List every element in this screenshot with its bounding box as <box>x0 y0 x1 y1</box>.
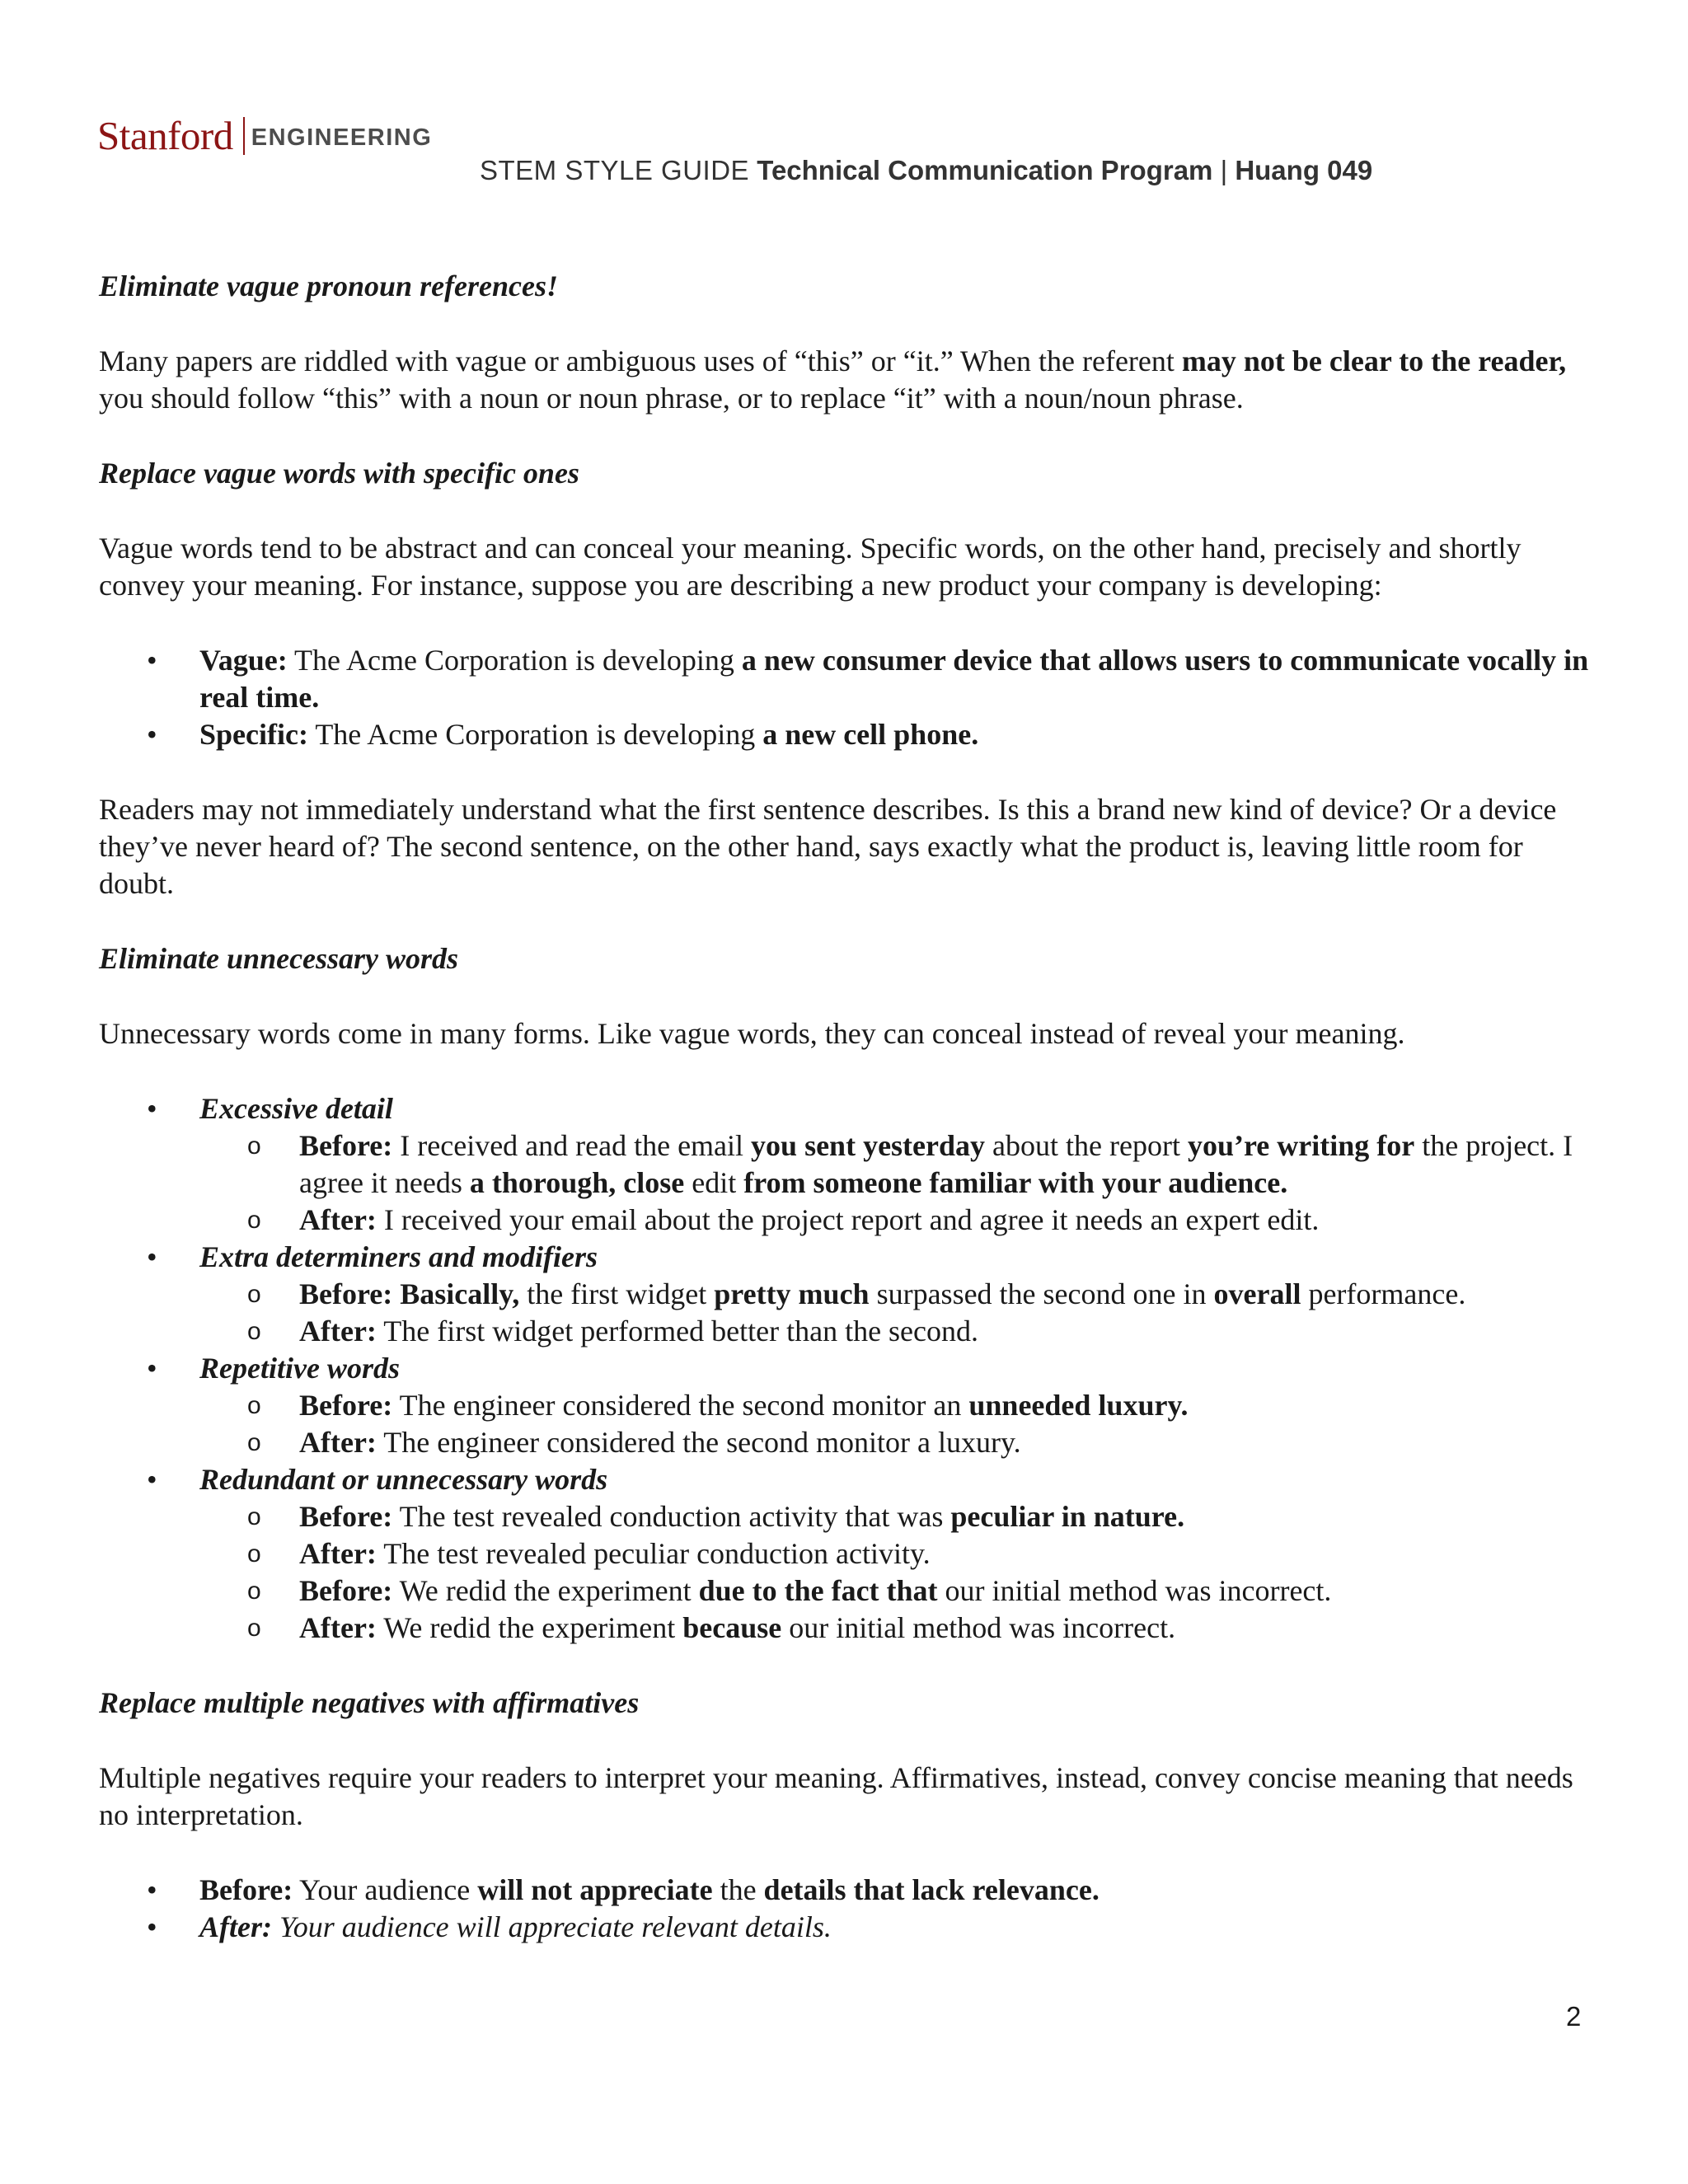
section-heading: Eliminate vague pronoun references! <box>99 269 559 302</box>
text: about the report <box>985 1129 1188 1162</box>
text: The test revealed conduction activity that was <box>392 1500 951 1533</box>
list-item <box>99 1909 1599 1946</box>
sub-list-item <box>199 1202 1599 1239</box>
subheading: Redundant or unnecessary words <box>199 1463 608 1496</box>
text: The first widget performed better than the second. <box>376 1315 979 1347</box>
paragraph: Unnecessary words come in many forms. Like vague words, they can conceal instead of reveal your meaning. <box>99 1017 1405 1050</box>
label: Before: Basically, <box>299 1277 520 1310</box>
text: We redid the experiment <box>392 1574 699 1607</box>
label: After: <box>299 1315 377 1347</box>
emphasis: a new consumer device that allows users to communicate vocally in real time. <box>199 644 1589 714</box>
text: The engineer considered the second monitor an <box>392 1389 969 1422</box>
sub-list-item <box>199 1610 1599 1647</box>
label: Before: <box>299 1500 393 1533</box>
logo-divider <box>243 117 245 155</box>
page-content <box>99 268 1599 1984</box>
sub-list <box>199 1276 1599 1350</box>
emphasis: details that lack relevance. <box>763 1873 1100 1906</box>
sub-list-item <box>199 1127 1599 1202</box>
guide-title: STEM STYLE GUIDE <box>480 155 750 185</box>
emphasis: overall <box>1213 1277 1301 1310</box>
emphasis: unneeded luxury. <box>968 1389 1189 1422</box>
subheading: Excessive detail <box>199 1092 393 1125</box>
course-code: Huang 049 <box>1235 155 1373 185</box>
text: The test revealed peculiar conduction activity. <box>376 1537 931 1570</box>
text: our initial method was incorrect. <box>937 1574 1332 1607</box>
label: After: <box>299 1203 377 1236</box>
emphasis: due to the fact that <box>698 1574 938 1607</box>
example-list <box>99 642 1599 753</box>
list-item <box>99 1090 1599 1239</box>
subheading: Extra determiners and modifiers <box>199 1240 598 1273</box>
section-heading: Replace vague words with specific ones <box>99 457 579 490</box>
emphasis: from someone familiar with your audience. <box>743 1166 1288 1199</box>
paragraph: Vague words tend to be abstract and can conceal your meaning. Specific words, on the other hand, precisely and shortly convey your meaning. For instance, suppose you are describing a new product your company is developing: <box>99 532 1522 602</box>
label: After: <box>299 1611 377 1644</box>
text: the first widget <box>519 1277 715 1310</box>
emphasis: a thorough, close <box>469 1166 685 1199</box>
emphasis: will not appreciate <box>477 1873 713 1906</box>
label: Before: <box>199 1873 293 1906</box>
sub-list <box>199 1127 1599 1239</box>
emphasis: you’re writing for <box>1187 1129 1415 1162</box>
sub-list <box>199 1387 1599 1461</box>
list-item <box>99 716 1599 753</box>
text: surpassed the second one in <box>869 1277 1214 1310</box>
program-name: Technical Communication Program <box>757 155 1213 185</box>
emphasis: pretty much <box>714 1277 870 1310</box>
text: the project. I agree it needs <box>299 1129 1573 1199</box>
running-header <box>480 155 1372 186</box>
label: Before: <box>299 1129 393 1162</box>
sub-list-item <box>199 1572 1599 1610</box>
paragraph: Multiple negatives require your readers to interpret your meaning. Affirmatives, instead, convey concise meaning that needs no interpretation. <box>99 1761 1573 1831</box>
page-number: 2 <box>1566 2001 1582 2032</box>
label: Before: <box>299 1389 393 1422</box>
text: The Acme Corporation is developing <box>287 644 742 677</box>
text: you should follow “this” with a noun or noun phrase, or to replace “it” with a noun/noun phrase. <box>99 382 1244 415</box>
text: I received your email about the project report and agree it needs an expert edit. <box>376 1203 1320 1236</box>
sub-list-item <box>199 1498 1599 1535</box>
emphasis: may not be clear to the reader, <box>1181 344 1567 377</box>
sub-list-item <box>199 1276 1599 1313</box>
list-item <box>99 642 1599 716</box>
stanford-engineering-logo <box>97 112 432 159</box>
sub-list-item <box>199 1424 1599 1461</box>
text: Many papers are riddled with vague or ambiguous uses of “this” or “it.” When the referent <box>99 344 1182 377</box>
emphasis: you sent yesterday <box>751 1129 986 1162</box>
list-item <box>99 1239 1599 1350</box>
text: the <box>712 1873 764 1906</box>
emphasis: a new cell phone. <box>762 718 979 751</box>
text: The engineer considered the second monitor a luxury. <box>376 1426 1021 1459</box>
logo-wordmark: Stanford <box>97 113 233 158</box>
text: our initial method was incorrect. <box>781 1611 1176 1644</box>
label: Specific: <box>199 718 308 751</box>
unnecessary-words-list <box>99 1090 1599 1647</box>
sub-list <box>199 1498 1599 1647</box>
text: I received and read the email <box>392 1129 752 1162</box>
text: We redid the experiment <box>376 1611 683 1644</box>
list-item <box>99 1350 1599 1461</box>
section-heading: Replace multiple negatives with affirmatives <box>99 1686 640 1719</box>
label: Vague: <box>199 644 288 677</box>
text: edit <box>684 1166 744 1199</box>
emphasis: because <box>682 1611 782 1644</box>
section-heading: Eliminate unnecessary words <box>99 942 459 975</box>
sub-list-item <box>199 1387 1599 1424</box>
logo-subtitle: ENGINEERING <box>251 124 433 151</box>
subheading: Repetitive words <box>199 1352 400 1385</box>
text: performance. <box>1301 1277 1466 1310</box>
label: After: <box>199 1910 272 1943</box>
list-item <box>99 1872 1599 1909</box>
text: Your audience will appreciate relevant details. <box>271 1910 832 1943</box>
sub-list-item <box>199 1313 1599 1350</box>
sub-list-item <box>199 1535 1599 1572</box>
label: After: <box>299 1426 377 1459</box>
text: The Acme Corporation is developing <box>307 718 763 751</box>
paragraph: Readers may not immediately understand what the first sentence describes. Is this a brand new kind of device? Or a device they’ve never heard of? The second sentence, on the other hand, says exactly what the product is, leaving little room for doubt. <box>99 793 1557 900</box>
list-item <box>99 1461 1599 1647</box>
emphasis: peculiar in nature. <box>950 1500 1185 1533</box>
text: Your audience <box>293 1873 478 1906</box>
label: Before: <box>299 1574 393 1607</box>
paragraph <box>99 343 1599 417</box>
example-list <box>99 1872 1599 1946</box>
header-separator: | <box>1220 155 1228 185</box>
label: After: <box>299 1537 377 1570</box>
